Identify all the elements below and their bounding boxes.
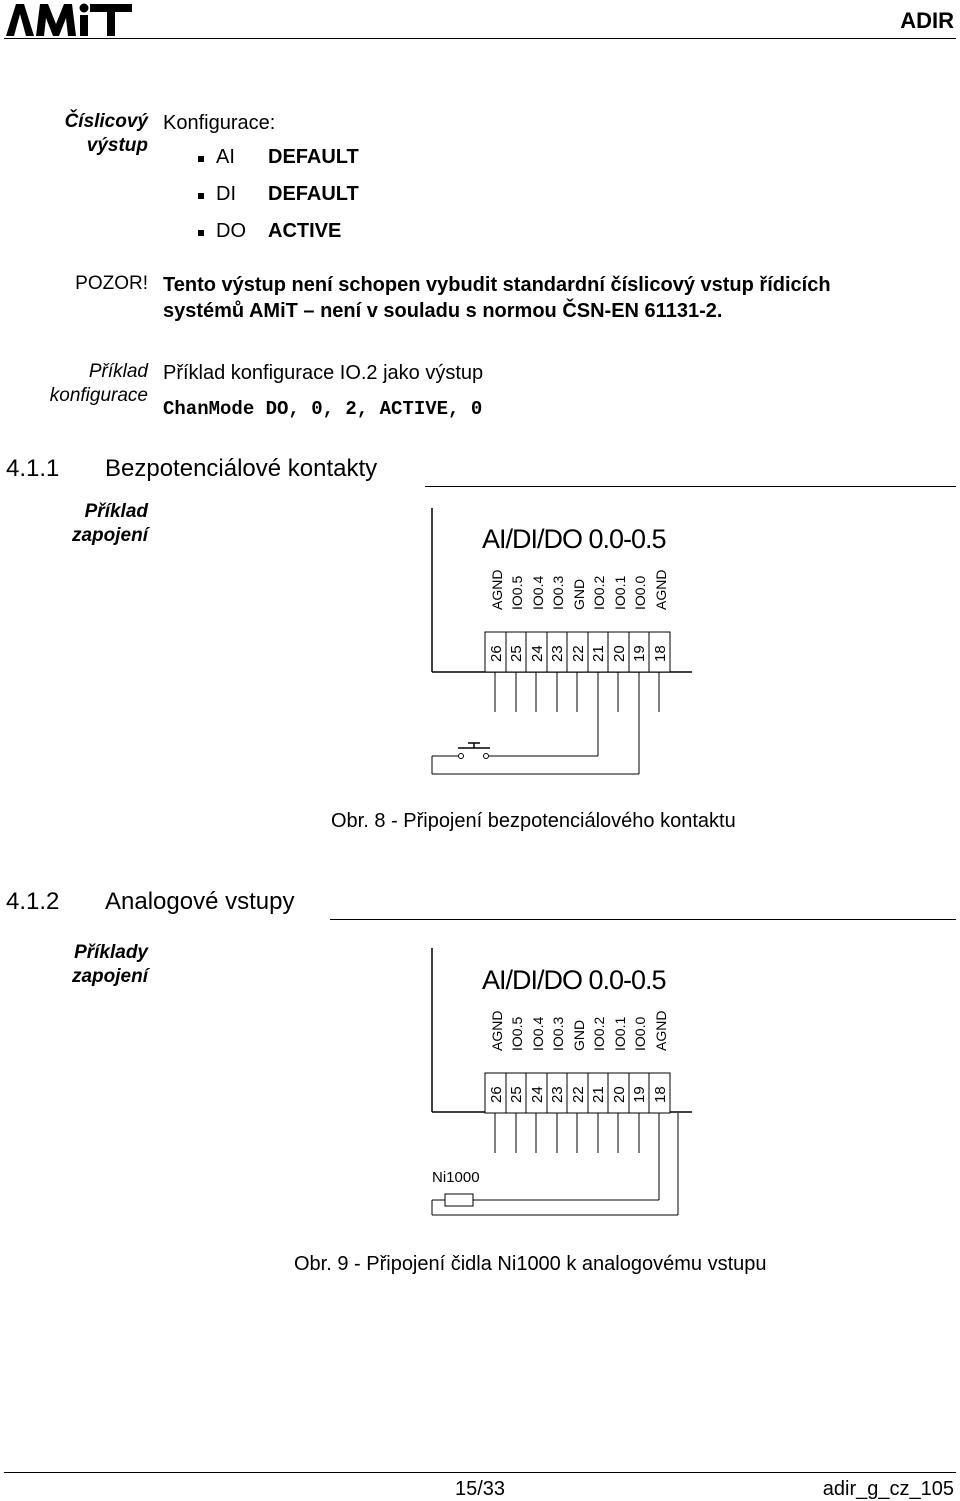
config-item-value: ACTIVE xyxy=(268,220,342,242)
signal-label: AGND xyxy=(489,1010,505,1051)
side-label-wiring-examples xyxy=(0,941,148,989)
signal-label: AGND xyxy=(653,1010,669,1051)
signal-label: IO0.3 xyxy=(550,575,566,610)
config-example-code: ChanMode DO, 0, 2, ACTIVE, 0 xyxy=(163,398,483,420)
signal-label: AGND xyxy=(653,569,669,610)
section-412-number: 4.1.2 xyxy=(6,888,60,915)
terminal-number: 21 xyxy=(590,645,607,662)
section-411-divider xyxy=(425,486,956,487)
config-list xyxy=(198,146,498,261)
config-item-name: AI xyxy=(216,146,235,168)
bullet-icon xyxy=(198,156,204,162)
signal-label: IO0.3 xyxy=(550,1016,566,1051)
signal-label: IO0.2 xyxy=(591,1016,607,1051)
module-title: AI/DI/DO 0.0-0.5 xyxy=(482,524,666,554)
document-id: adir_g_cz_105 xyxy=(822,1478,954,1500)
wiring-diagram-ni1000-svg xyxy=(420,940,720,1225)
config-item-di xyxy=(198,183,498,224)
signal-label: GND xyxy=(571,1019,587,1051)
terminal-number: 20 xyxy=(611,645,628,662)
figure-9-caption: Obr. 9 - Připojení čidla Ni1000 k analogovému vstupu xyxy=(294,1253,767,1275)
config-item-value: DEFAULT xyxy=(268,183,359,205)
terminal-pins xyxy=(495,1113,639,1153)
terminal-number: 21 xyxy=(590,1086,607,1103)
terminal-number: 22 xyxy=(570,1086,587,1103)
terminal-number: 25 xyxy=(508,1086,525,1103)
terminal-number: 23 xyxy=(549,645,566,662)
amit-logo xyxy=(6,2,134,38)
signal-label: IO0.4 xyxy=(530,1016,546,1051)
footer-divider xyxy=(4,1472,956,1473)
config-item-do xyxy=(198,220,498,261)
terminal-number: 26 xyxy=(488,645,505,662)
terminal-number: 24 xyxy=(529,1086,546,1103)
side-label-line: Příklad xyxy=(88,361,148,382)
page-number: 15/33 xyxy=(455,1478,506,1500)
terminal-number: 18 xyxy=(652,1086,669,1103)
side-label-line: konfigurace xyxy=(49,385,148,406)
ni1000-sensor xyxy=(432,1113,678,1215)
terminal-number: 26 xyxy=(488,1086,505,1103)
section-412-title: Analogové vstupy xyxy=(105,888,295,915)
signal-label: IO0.5 xyxy=(509,1016,525,1051)
signal-label: IO0.1 xyxy=(612,575,628,610)
warning-line: Tento výstup není schopen vybudit standardní číslicový vstup řídicích xyxy=(163,274,831,296)
signal-label: IO0.0 xyxy=(632,1016,648,1051)
signal-label: IO0.2 xyxy=(591,575,607,610)
side-label-wiring-example xyxy=(0,500,148,548)
terminal-number: 25 xyxy=(508,645,525,662)
config-item-name: DO xyxy=(216,220,246,242)
signal-label: IO0.0 xyxy=(632,575,648,610)
side-label-line: výstup xyxy=(86,135,148,156)
terminal-number: 19 xyxy=(631,1086,648,1103)
terminal-number: 22 xyxy=(570,645,587,662)
amit-logo-graphic xyxy=(6,2,134,38)
warning-text xyxy=(163,272,958,324)
side-label-digital-output xyxy=(0,110,148,158)
warning-label: POZOR! xyxy=(75,273,148,294)
section-412-divider xyxy=(330,919,956,920)
terminal-number: 19 xyxy=(631,645,648,662)
side-label-line: Číslicový xyxy=(64,111,148,132)
signal-label: IO0.1 xyxy=(612,1016,628,1051)
side-label-line: zapojení xyxy=(71,966,148,987)
wiring-diagram-contact-svg xyxy=(420,500,720,790)
signal-label: IO0.5 xyxy=(509,575,525,610)
module-title: AI/DI/DO 0.0-0.5 xyxy=(482,965,666,995)
config-label: Konfigurace: xyxy=(163,112,276,134)
side-label-line: Příklad xyxy=(84,501,148,522)
side-label-config-example xyxy=(0,360,148,408)
side-label-line: Příklady xyxy=(74,942,148,963)
header-title: ADIR xyxy=(900,8,954,33)
signal-label: AGND xyxy=(489,569,505,610)
section-411-title: Bezpotenciálové kontakty xyxy=(105,455,378,482)
config-example-text: Příklad konfigurace IO.2 jako výstup xyxy=(163,362,484,384)
config-item-value: DEFAULT xyxy=(268,146,359,168)
config-item-ai xyxy=(198,146,498,187)
terminal-pins xyxy=(495,672,659,712)
signal-label: GND xyxy=(571,578,587,610)
warning-line: systémů AMiT – není v souladu s normou ČSN-EN 61131-2. xyxy=(163,300,723,322)
terminal-number: 18 xyxy=(652,645,669,662)
figure-8-caption: Obr. 8 - Připojení bezpotenciálového kontaktu xyxy=(331,810,736,832)
bullet-icon xyxy=(198,193,204,199)
bullet-icon xyxy=(198,230,204,236)
wiring-diagram-ni1000 xyxy=(420,940,720,1225)
terminal-number: 24 xyxy=(529,645,546,662)
terminal-number: 23 xyxy=(549,1086,566,1103)
terminal-number: 20 xyxy=(611,1086,628,1103)
config-item-name: DI xyxy=(216,183,236,205)
side-label-line: zapojení xyxy=(71,525,148,546)
signal-label: IO0.4 xyxy=(530,575,546,610)
ni1000-label: Ni1000 xyxy=(432,1169,480,1186)
wiring-diagram-contact xyxy=(420,500,720,790)
section-411-number: 4.1.1 xyxy=(6,455,60,482)
header-divider xyxy=(4,38,956,39)
